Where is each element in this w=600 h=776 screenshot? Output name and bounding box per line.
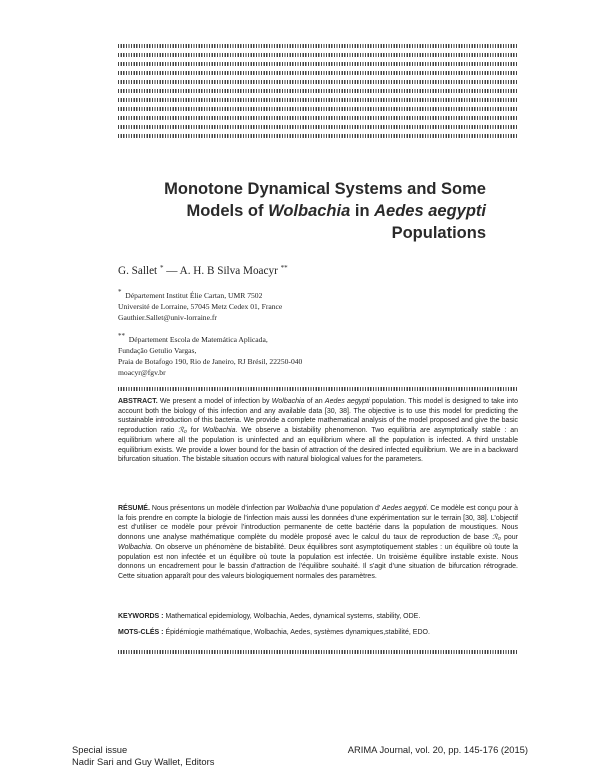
affil-line: Praia de Botafogo 190, Rio de Janeiro, RJ Brésil, 22250-040 xyxy=(118,357,303,366)
footer-left xyxy=(72,744,214,768)
keywords-label: KEYWORDS : xyxy=(118,613,164,620)
resume-italic: Wolbachia xyxy=(286,505,320,512)
abstract-bottom-hatch xyxy=(118,650,518,654)
mots-cles xyxy=(118,628,518,638)
abstract xyxy=(118,397,518,465)
affil-line: Fundação Getulio Vargas, xyxy=(118,346,197,355)
author-1: G. Sallet xyxy=(118,265,158,277)
resume-r0: ℛ₀ xyxy=(492,534,501,542)
header-hatch-7 xyxy=(118,98,518,102)
abstract-italic: Aedes aegypti xyxy=(324,398,370,405)
footer-special-issue: Special issue xyxy=(72,744,128,755)
title-text: in xyxy=(350,202,375,220)
header-hatch-4 xyxy=(118,71,518,75)
header-hatch-2 xyxy=(118,53,518,57)
header-hatch-8 xyxy=(118,107,518,111)
resume-text: pour xyxy=(500,534,518,542)
affil-mark: * xyxy=(118,288,122,296)
header-hatch-10 xyxy=(118,125,518,129)
header-hatch-6 xyxy=(118,89,518,93)
affil-text: Département Institut Élie Cartan, UMR 7502 xyxy=(125,291,263,300)
author-1-mark: * xyxy=(159,264,164,272)
title-aedes: Aedes aegypti xyxy=(374,202,486,220)
abstract-text: of an xyxy=(304,398,325,405)
affil-line: Université de Lorraine, 57045 Metz Cedex 01, France xyxy=(118,302,283,311)
affiliation-1 xyxy=(118,287,282,323)
authors xyxy=(118,264,288,277)
keywords xyxy=(118,612,518,622)
abstract-top-hatch xyxy=(118,387,518,391)
resume-text: . On observe un phénomène de bistabilité. Deux équilibres sont asymptotiquement stables : un équilibre où toute la population est non infectée et un équilibre où toute la population est infectée. Un troisième équilibre instable existe. Nous donnons un encadrement pour le bassin d’attraction de l’équilibre souhaité. Il s’agit d’une situation de bifurcation rétrograde. Cette situation apparaît pour des valeurs biologiquement normales des paramètres. xyxy=(118,543,518,580)
resume xyxy=(118,504,518,582)
abstract-italic: Wolbachia xyxy=(271,398,305,405)
keywords-text: Mathematical epidemiology, Wolbachia, Aedes, dynamical systems, stability, ODE. xyxy=(163,613,421,620)
abstract-text: We present a model of infection by xyxy=(157,398,272,405)
title-line-1: Monotone Dynamical Systems and Some xyxy=(164,180,486,198)
resume-italic: Aedes aegypti xyxy=(382,505,427,512)
affil-line xyxy=(118,287,282,301)
header-hatch-9 xyxy=(118,116,518,120)
paper-title xyxy=(120,178,486,244)
resume-text: d’une population d’ xyxy=(319,505,383,512)
header-hatch-3 xyxy=(118,62,518,66)
footer-journal: ARIMA Journal, vol. 20, pp. 145-176 (2015) xyxy=(347,744,528,755)
resume-label: RÉSUMÉ. xyxy=(118,505,150,512)
mots-cles-text: Épidémiogie mathématique, Wolbachia, Aedes, systèmes dynamiques,stabilité, EDO. xyxy=(163,629,430,636)
resume-text: . Ce modèle est conçu pour à la fois prendre en compte la biologie de l’infection mais aussi les données d’une expérimentation sur le terrain [30, 38]. L’objectif est d’utiliser ce modèle pour prévoir l’introduction permanente de cette bactérie dans la population de moustiques. Nous donnons une analyse mathématique complète du modèle proposé avec le calcul du taux de reproduction de base xyxy=(118,505,518,542)
resume-italic: Wolbachia xyxy=(118,543,151,551)
header-hatch-5 xyxy=(118,80,518,84)
mots-cles-label: MOTS-CLÉS : xyxy=(118,629,164,636)
title-line-2 xyxy=(120,200,486,222)
author-2-mark: ** xyxy=(280,264,288,272)
abstract-italic: Wolbachia xyxy=(202,427,236,435)
abstract-label: ABSTRACT. xyxy=(118,398,158,405)
affil-text: Département Escola de Matemática Aplicada, xyxy=(128,335,268,344)
footer-editors: Nadir Sari and Guy Wallet, Editors xyxy=(72,756,215,767)
resume-text: Nous présentons un modèle d’infection par xyxy=(149,505,287,512)
abstract-text: population. This model is designed to take into account both the biology of this infection and any available data [30, 38]. The objective is to use this model for predicting the sustainable introduction of this bacteria. We provide a complete mathematical analysis of the model proposed and give the basic reproduction ratio xyxy=(118,398,519,435)
abstract-r0: ℛ₀ xyxy=(178,427,187,435)
affil-email: Gauthier.Sallet@univ-lorraine.fr xyxy=(118,313,217,322)
title-line-3: Populations xyxy=(391,224,486,242)
affil-line xyxy=(118,331,302,345)
title-text: Models of xyxy=(186,202,269,220)
author-2: — A. H. B Silva Moacyr xyxy=(166,265,278,277)
abstract-text: . We observe a bistability phenomenon. Two equilibria are asymptotically stable : an equilibrium where all the population is uninfected and an equilibrium where all the population is infected. A third unstable equilibrium exists. We provide a lower bound for the basin of attraction of the desired infected equilibrium. We are in a backward bifurcation situation. The bistable situation occurs with natural biological values for the parameters. xyxy=(118,427,518,464)
header-hatch-11 xyxy=(118,134,518,138)
affil-mark: ** xyxy=(118,332,125,340)
abstract-text: for xyxy=(186,427,203,435)
header-hatch-1 xyxy=(118,44,518,48)
title-wolbachia: Wolbachia xyxy=(268,202,351,220)
affiliation-2 xyxy=(118,331,302,378)
affil-email: moacyr@fgv.br xyxy=(118,368,166,377)
